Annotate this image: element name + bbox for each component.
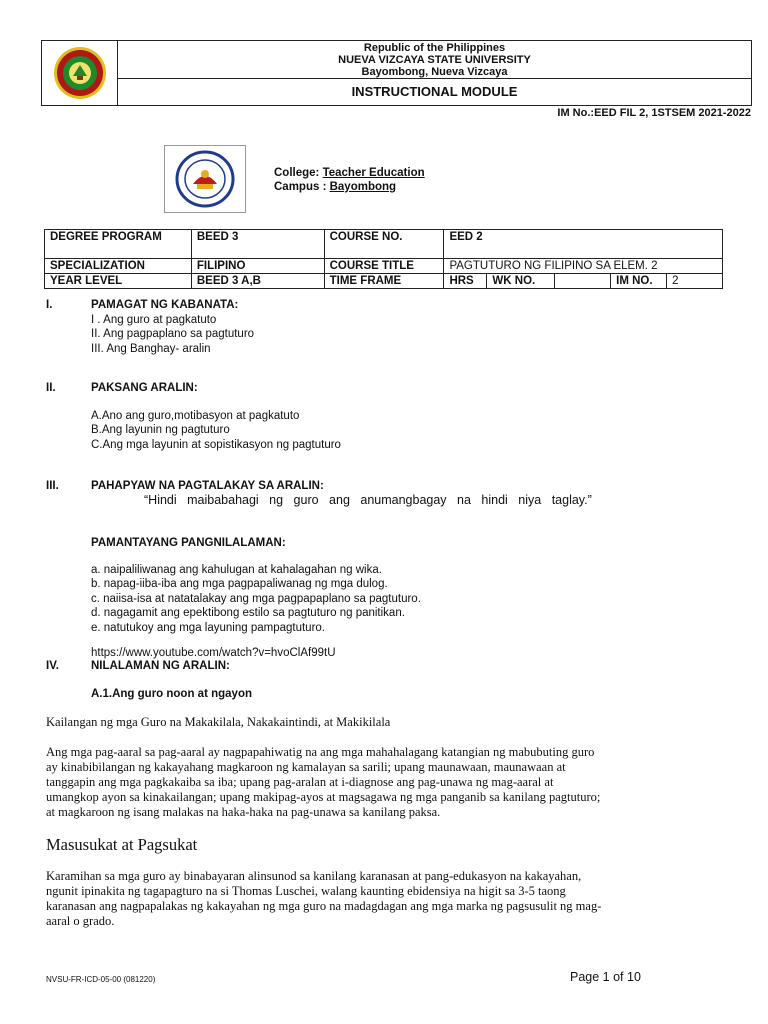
teacher-education-seal-icon [175, 150, 235, 208]
standards-list [91, 563, 421, 635]
standards-title: PAMANTAYANG PANGNILALAMAN: [91, 537, 286, 549]
table-cell: COURSE NO. [324, 230, 444, 259]
university-location: Bayombong, Nueva Vizcaya [361, 66, 508, 78]
list-item: e. natutukoy ang mga layuning pampagtuturo. [91, 621, 325, 634]
document-header [41, 40, 752, 106]
section-title: PAHAPYAW NA PAGTALAKAY SA ARALIN: [91, 480, 324, 492]
table-row [45, 259, 723, 274]
quote-text: “Hindi maibabahagi ng guro ang anumangbagay na hindi niya taglay.” [144, 493, 592, 507]
form-code: NVSU-FR-ICD-05-00 (081220) [46, 975, 156, 984]
table-row [45, 274, 723, 289]
university-name: NUEVA VIZCAYA STATE UNIVERSITY [338, 54, 531, 66]
list-item: c. naiisa-isa at natatalakay ang mga pagpapaplano sa pagtuturo. [91, 592, 421, 605]
table-cell: PAGTUTURO NG FILIPINO SA ELEM. 2 [444, 259, 723, 274]
section-title: PAKSANG ARALIN: [91, 382, 198, 394]
table-cell: FILIPINO [191, 259, 324, 274]
paragraph-line: karanasan ang nagpapalakas ng kakayahan ng mga guro na madagdagan ang mga marka ng pagsusulit ng mag- [46, 899, 602, 913]
table-cell: EED 2 [444, 230, 723, 259]
body-paragraph [46, 869, 722, 929]
topic-list [91, 409, 341, 452]
im-number: IM No.:EED FIL 2, 1STSEM 2021-2022 [557, 107, 751, 119]
table-cell: BEED 3 [191, 230, 324, 259]
paragraph-line: tanggapin ang mga pagkakaiba sa iba; upang pag-aralan at i-diagnose ang pag-unawa ng mag-aaral at [46, 775, 554, 789]
campus-label: Campus : [274, 181, 327, 193]
table-cell: 2 [667, 274, 723, 289]
youtube-link[interactable]: https://www.youtube.com/watch?v=hvoClAf99tU [91, 647, 336, 659]
table-cell: SPECIALIZATION [45, 259, 192, 274]
paragraph-line: at magkaroon ng isang malakas na haka-haka na pag-unawa sa kanilang paksa. [46, 805, 441, 819]
paragraph-line: ay kinabibilangan ng kakayahang magkaroon ng kamalayan sa sarili; upang maunawaan, maunawaan at [46, 760, 566, 774]
table-cell: TIME FRAME [324, 274, 444, 289]
table-row [45, 230, 723, 259]
list-item: B.Ang layunin ng pagtuturo [91, 424, 230, 437]
chapter-list [91, 313, 254, 356]
college-info [274, 166, 425, 194]
nvsu-seal-icon [53, 46, 107, 100]
section-number: IV. [46, 660, 60, 672]
list-item: A.Ano ang guro,motibasyon at pagkatuto [91, 410, 300, 422]
paragraph-line: Ang mga pag-aaral sa pag-aaral ay nagpapahiwatig na ang mga mahahalagang katangian ng mabubuting guro [46, 745, 595, 759]
body-paragraph [46, 745, 722, 820]
list-item: d. nagagamit ang epektibong estilo sa pagtuturo ng panitikan. [91, 607, 405, 620]
section-title: NILALAMAN NG ARALIN: [91, 660, 230, 672]
university-seal [42, 41, 118, 105]
campus-value: Bayombong [329, 181, 397, 193]
paragraph-line: Karamihan sa mga guro ay binabayaran alinsunod sa kanilang karanasan at pang-edukasyon na kakayahan, [46, 869, 582, 883]
list-item: b. napag-iiba-iba ang mga pagpapaliwanag ng mga dulog. [91, 578, 388, 591]
section-number: II. [46, 382, 56, 394]
list-item: III. Ang Banghay- aralin [91, 342, 211, 355]
paragraph-line: umangkop ayon sa kinakailangan; upang makipag-ayos at magsagawa ng mga panganib sa kanilang pagtuturo; [46, 790, 601, 804]
section-title: PAMAGAT NG KABANATA: [91, 299, 239, 311]
course-info-table [44, 229, 723, 289]
college-value: Teacher Education [322, 167, 425, 179]
table-cell: IM NO. [611, 274, 667, 289]
table-cell: DEGREE PROGRAM [45, 230, 192, 259]
list-item: a. naipaliliwanag ang kahulugan at kahalagahan ng wika. [91, 564, 382, 576]
header-institution [118, 41, 751, 79]
list-item: II. Ang pagpaplano sa pagtuturo [91, 328, 255, 341]
subsection-title: A.1.Ang guro noon at ngayon [91, 688, 252, 700]
body-paragraph: Kailangan ng mga Guro na Makakilala, Nakakaintindi, at Makikilala [46, 715, 391, 729]
republic-line: Republic of the Philippines [363, 42, 506, 54]
college-label: College: [274, 167, 320, 179]
list-item: I . Ang guro at pagkatuto [91, 314, 217, 326]
paragraph-line: ngunit ipinakita ng tagapagturo na si Thomas Luschei, walang kaunting ebidensiya na higit sa 3-5 taong [46, 884, 566, 898]
module-title: INSTRUCTIONAL MODULE [351, 84, 518, 99]
page-number: Page 1 of 10 [570, 970, 641, 984]
section-number: III. [46, 480, 59, 492]
table-cell: YEAR LEVEL [45, 274, 192, 289]
section-number: I. [46, 299, 53, 311]
table-cell: BEED 3 A,B [191, 274, 324, 289]
table-cell: HRS [444, 274, 487, 289]
table-cell: WK NO. [487, 274, 555, 289]
body-heading: Masusukat at Pagsukat [46, 835, 198, 854]
college-logo-box [164, 145, 246, 213]
list-item: C.Ang mga layunin at sopistikasyon ng pagtuturo [91, 438, 341, 451]
table-cell: COURSE TITLE [324, 259, 444, 274]
table-cell [555, 274, 611, 289]
paragraph-line: aaral o grado. [46, 914, 115, 928]
